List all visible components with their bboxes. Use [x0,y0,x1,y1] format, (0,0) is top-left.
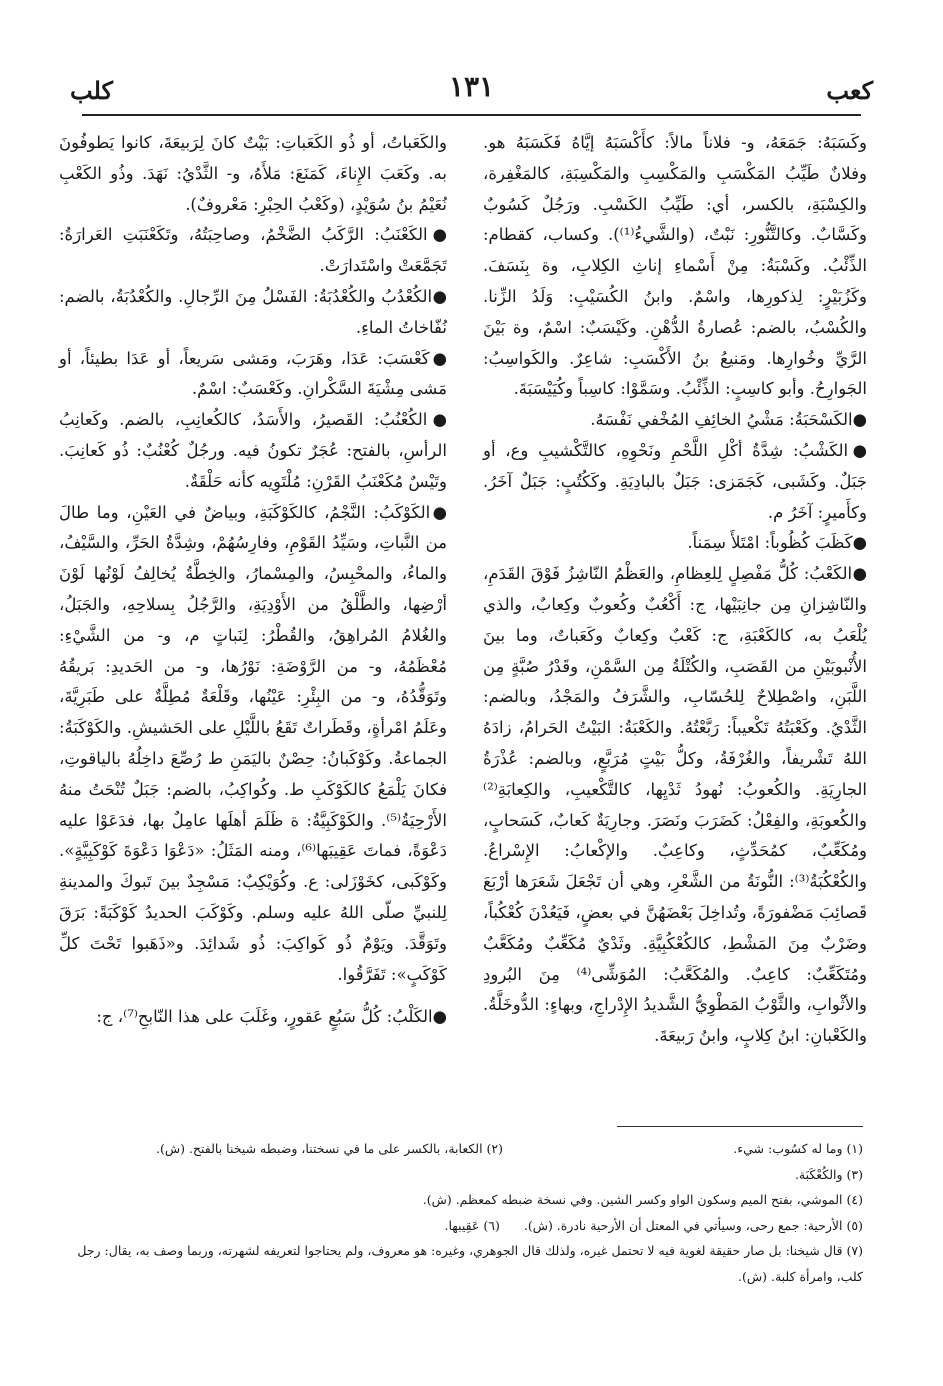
page-header [70,70,873,110]
footnote-1: (١) وما له كسُوب: شيء. [733,1141,863,1156]
footnote-row-4 [73,1213,863,1239]
entry-kashb: ●الكَشْبُ: شِدَّةُ أكْلِ اللَّحْمِ ونَحْوِهِ، كالتَّكْشيبِ وع، أو جَبَلٌ. وكَشَبى، كَجَمَزى: جَبَلٌ بالبادِيَةِ. وكَكُتُبٍ: جَبَلٌ آخَرُ. وكأَميرٍ: آخَرُ م. [483,440,867,522]
right-column [483,128,867,1052]
entry-kawkab: ●الكَوْكَبُ: النَّجْمُ، كالكَوْكَبَةِ، وبياضٌ في العَيْنِ، وما طالَ من النَّباتِ، وسَيِّدُ القَوْمِ، وفارِسُهُمْ، وشِدَّةُ الحَرِّ، والسَّيْفُ، والماءُ، والمحْبِسُ، والمِسْمارُ، والخِطَّةُ يُخالِفُ لَوْنُها لَوْنَ أرْضِها، والطَّلْقُ من الأَوْدِيَةِ، والرَّجُلُ بِسلاحِهِ، والجَبَلُ، والغُلامُ المُراهِقُ، والقُطْرُ: لِنَباتٍ م، و- من الشَّيْءِ: مُعْظَمُهُ، و- من الرَّوْضَةِ: نَوْرُها، و- من الحَديدِ: بَريقُهُ وتَوَقُّدُهُ، و- من البِئْرِ: عَيْنُها، وقَلْعَةٌ مُطِلَّةٌ على طَبَرِيَّةَ، وعَلَمُ امْرأةٍ، وقَطَراتٌ تَقَعُ باللَّيْلِ على الحَشيشِ. والكَوْكَبَةُ: الجماعةُ. وكَوْكَبانُ: حِصْنٌ باليَمَنِ ط رُصِّعَ داخِلُهُ بالياقوتِ، فكانَ يَلْمَعُ كالكَوْكَبِ ط. وكُواكِبُ، بالضم: جَبَلٌ تُنْحَتُ منهُ الأَرْحِيَةُ⁽⁵⁾. والكَوْكَبِيَّةُ: ة ظَلَمَ أهلَها عامِلٌ بها، فدَعَوْا عليه دَعْوَةً، فماتَ عَقِيبَها⁽⁶⁾، ومنه المَثَلُ: «دَعْوَا دَعْوَةَ كَوْكَبِيَّةٍ». وكَوْكَبى، كخَوْزَلى: ع. وكُوَيْكِبٌ: مَسْجِدٌ بينَ تَبوكَ والمدينةِ لِلنبيِّ صلّى اللهُ عليه وسلم. وكَوْكَبَ الحديدُ كَوْكَبَةً: بَرَقَ وتَوَقَّدَ. ويَوْمٌ ذُو كَواكِبَ: ذُو شَدائِدَ. و«ذَهَبوا تَحْتَ كلِّ كَوْكَبٍ»: تَفَرَّقُوا. [59,502,447,984]
footnote-row-5 [73,1238,863,1289]
entry-kasab-verb: ●كَعْسَبَ: عَدَا، وهَرَبَ، ومَشى سَريعاً، أو عَدَا بطيئاً، أو مَشى مِشْيَةَ السَّكْرانِ. وكَعْسَبٌ: اسْمٌ. [59,348,447,399]
footnote-4: (٤) الموشي، بفتح الميم وسكون الواو وكسر الشين. وفي نسخة ضبطه كمعظم. (ش). [422,1192,863,1207]
footnote-3: (٣) والكُعْكَبَة. [794,1166,863,1182]
footnote-row-1 [73,1136,863,1162]
entry-kalb: ●الكَلْبُ: كُلُّ سَبُعٍ عَقورٍ، وغَلَبَ على هذا النّابحِ⁽⁷⁾، ج: [96,1007,447,1027]
entry-kasab: وكَسَبَهُ: جَمَعَهُ، و- فلاناً مالاً: كأَكْسَبَهُ إيَّاهُ فَكَسَبَهُ هو. وفلانٌ طَيِّبُ المَكْسَبِ والمَكْسِبِ والمَكْسِبَةِ، كالمَغْفِرة، والكِسْبَةِ، بالكسر، أي: طَيِّبُ الكَسْبِ. ورَجُلٌ كَسُوبٌ وكَسَّابٌ. وكالتَّنُّورِ: نَبْتٌ، (والشَّيءُ⁽¹⁾). وكساب، كقطام: الذِّئْبُ. وكَسْبَةُ: مِنْ أَسْماءِ إناثِ الكِلابِ، وة بِنَسَفَ. وكَزُبَيْرٍ: لِذكورِها، واسْمٌ. وابنُ الكُسَيْبِ: وَلَدُ الزِّنا. والكُسْبُ، بالضم: عُصارةُ الدُّهْنِ. وكَيْسَبٌ: اسْمٌ، وة بَيْنَ الرَّيِّ وخُوارِها. ومَنيعُ بنُ الأَكْسَبِ: شاعِرٌ. والكَواسِبُ: الجَوارِحُ. وأبو كاسِبٍ: الذِّئْبُ. وسَمَّوْا: كاسِباً وكُيَيْسَبَةَ. [483,133,867,399]
entry-kab: ●الكَعْبُ: كُلُّ مَفْصِلٍ لِلعِظامِ، والعَظْمُ النّاشِزُ فَوْقَ القَدَمِ، والنّاشِزانِ مِن جانِبَيْها، ج: أَكْعُبٌ وكُعوبٌ وكِعابٌ، والذي يُلْعَبُ به، كالكَعْبَةِ، ج: كَعْبٌ وكِعابٌ وكَعَباتٌ، وما بينَ الأُنْبوبَيْنِ من القَصَبِ، والكُتْلَةُ مِن السَّمْنِ، وقَدْرُ صُبَّةٍ مِن اللَّبَنِ، واصْطِلاحٌ لِلحُسّابِ، والشَّرَفُ والمَجْدُ، وبالضم: الثَّدْيُ. وكَعْبَتُهُ تَكْعيباً: رَبَّعْتُهُ. والكَعْبَةُ: البَيْتُ الحَرامُ، زادَهُ اللهُ تَشْريفاً، والغُرْفَةُ، وكلُّ بَيْتٍ مُرَبَّعٍ، وبالضم: عُذْرَةُ الجارِيَةِ. والكُعوبُ: نُهودُ ثَدْيِها، كالتَّكْعيبِ، والكِعابَةِ⁽²⁾ والكُعوبَةِ، والفِعْلُ: كَضَرَبَ ونَصَرَ. وجارِيَةٌ كَعابٌ، كَسَحابٍ، ومُكَعِّبٌ، كمُحَدِّثٍ، وكاعِبٌ. والإكْعابُ: الإِسْراعُ. والكُعْكُبَةُ⁽³⁾: النُّونَةُ من الشَّعْرِ، وهي أن تَجْعَلَ شَعَرَها أرْبَعَ قَصائِبَ مَضْفورَةً، وتُداخِلَ بَعْضَهُنَّ في بعضٍ، فَيَعُدْنَ كُعْكُباً، وضَرْبٌ مِنَ المَشْطِ، كالكُعْكُبِيَّةِ. وثَدْيٌ مُكَعِّبٌ ومُكَعَّبٌ ومُتَكَعِّبٌ: كاعِبٌ. والمُكَعَّبُ: المُوَشِّى⁽⁴⁾ مِنَ البُرودِ والأثْوابِ، والثَّوْبُ المَطْوِيُّ الشَّديدُ الإِدْراجِ، وبهاءٍ: الدُّوخَلَّةُ. والكَعْبانِ: ابنُ كِلابٍ، وابنُ رَبيعَةَ. [483,564,867,1046]
entry-kazab: ●كَظَبَ كُظُوباً: امْتَلأَ سِمَناً. [687,533,867,553]
entry-kanab: ●الكَعْنَبُ: الرَّكَبُ الضَّخْمُ، وصاحِبَتُهُ، وتَكَعْنَبَتِ العَرارَةُ: تَجَمَّعَتْ واسْتَدارَتْ. [59,225,447,276]
footnote-row-3 [73,1187,863,1213]
left-column [59,128,447,1033]
footnote-5: (٥) الأرحية: جمع رحى، وسيأتي في المعتل أن الأرحية نادرة. (ش). [523,1217,863,1233]
header-rule [82,114,861,116]
footnotes [73,1136,863,1289]
entry-kudub: ●الكُعْدُبُ والكُعْدُبَةُ: الفَسْلُ مِنَ الرِّجالِ. والكُعْدُبَةُ، بالضم: نُفّاخاتُ الماءِ. [59,286,447,337]
page-number: ١٣١ [448,70,495,103]
footnote-6: (٦) عَقِيبها. [444,1217,500,1233]
header-root-word-left: كلب [70,76,113,105]
entry-kunub: ●الكُعْنُبُ: القَصيرُ، والأَسَدُ، كالكُعانِبِ، بالضم. وكَعانِبُ الرأسِ، بالفتح: عُجَرٌ تكونُ فيه. ورجُلٌ كُعْنُبٌ: ذُو كَعانِبَ. وتَيْسٌ مُكَعْنَبُ القَرْنِ: مُلْتَوِيه كأنه حَلْقَةٌ. [59,410,447,491]
footnote-rule [617,1126,863,1127]
footnote-row-2 [73,1162,863,1188]
footnote-7: (٧) قال شيخنا: بل صار حقيقة لغوية فيه لا تحتمل غيره، ولذلك قال الجوهري، وغيره: هو معروف، ولم يحتاجوا لتعريفه لشهرته، وربما وصف به، يقال: رجل كلب، وامرأة كلبة. (ش). [77,1243,863,1284]
footnote-2: (٢) الكعابة، بالكسر على ما في نسختنا، وضبطه شيخنا بالفتح. (ش). [156,1141,503,1156]
header-root-word-right: كعب [826,76,873,105]
entry-kashaba: ●الكَسْحَبَةُ: مَشْيُ الخائِفِ المُخْفي نَفْسَهُ. [590,410,867,430]
entry-kab-continued: والكَعَباتُ، أو ذُو الكَعَباتِ: بَيْتٌ كانَ لِرَبيعَةَ، كانوا يَطوفُونَ به. وكَعَبَ الإِناءَ، كَمَنَعَ: مَلأَهُ، و- الثَّدْيُ: نَهَدَ. وذُو الكَعْبِ نُعَيْمُ بنُ سُوَيْدٍ، (وكَعْبُ الحِبْرِ: مَعْروفٌ). [59,133,447,214]
